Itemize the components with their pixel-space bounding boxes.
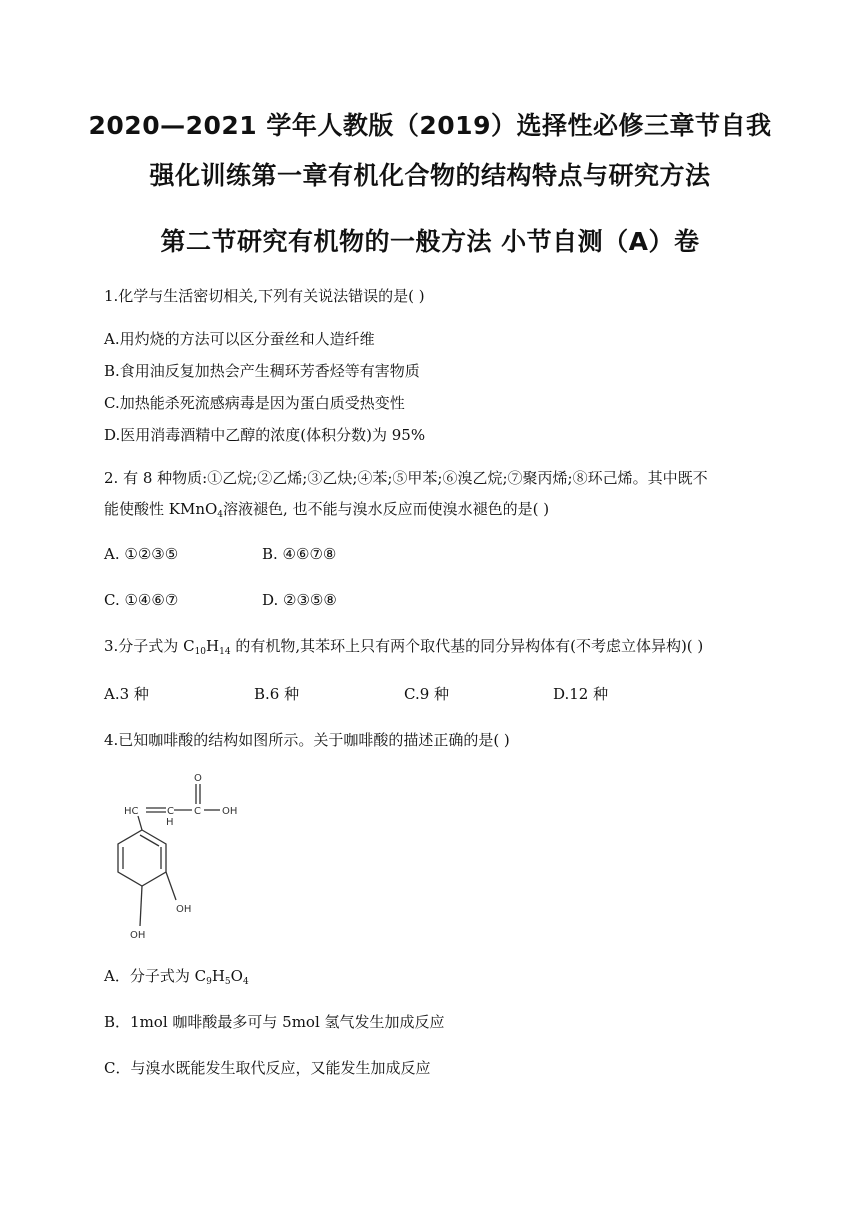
q2-option-b: B. ④⑥⑦⑧ [262, 545, 337, 563]
q2-subscript: 4 [217, 510, 224, 520]
meta-oh-bond [166, 872, 176, 900]
q4-option-c: C．与溴水既能发生取代反应，又能发生加成反应 [104, 1059, 431, 1077]
q4-opt-a-1: A．分子式为 C [104, 967, 207, 985]
acid-oh-label: OH [222, 806, 238, 817]
q3-stem [104, 636, 703, 662]
q4-option-a [104, 966, 249, 992]
para-oh-label: OH [130, 930, 146, 941]
q4-opt-a-2: H [211, 967, 225, 985]
q3-stem-c: 的有机物,其苯环上只有两个取代基的同分异构体有(不考虑立体异构)( ) [230, 637, 704, 655]
q4-opt-a-3: O [230, 967, 243, 985]
cooh-c-label: C [194, 806, 201, 817]
q3-sub-1: 10 [194, 647, 207, 657]
title-line-3: 第二节研究有机物的一般方法 小节自测（A）卷 [160, 227, 700, 256]
title-line-2: 强化训练第一章有机化合物的结构特点与研究方法 [149, 161, 711, 190]
ring-to-chain-bond [138, 816, 142, 830]
q4-opt-a-s2: 5 [224, 977, 231, 987]
ring-double-bond-top [140, 835, 159, 846]
q1-option-d: D.医用消毒酒精中乙醇的浓度(体积分数)为 95% [104, 426, 426, 444]
q3-stem-a: 3.分子式为 C [104, 637, 195, 655]
q3-option-a: A.3 种 [104, 685, 149, 703]
q4-opt-a-s1: 9 [206, 977, 212, 987]
para-oh-bond [140, 886, 142, 926]
q2-stem-line-1: 2. 有 8 种物质:①乙烷;②乙烯;③乙炔;④苯;⑤甲苯;⑥溴乙烷;⑦聚丙烯;⑧环己烯。其中既不 [104, 469, 708, 487]
q2-stem-part-a: 能使酸性 KMnO [104, 500, 218, 518]
q4-opt-a-s3: 4 [242, 977, 249, 987]
q4-option-b: B．1mol 咖啡酸最多可与 5mol 氢气发生加成反应 [104, 1013, 445, 1031]
title-line-1: 2020—2021 学年人教版（2019）选择性必修三章节自我 [88, 111, 772, 140]
q1-option-c: C.加热能杀死流感病毒是因为蛋白质受热变性 [104, 394, 405, 412]
q1-stem: 1.化学与生活密切相关,下列有关说法错误的是( ) [104, 287, 425, 305]
q3-sub-2: 14 [219, 647, 231, 657]
benzene-ring [118, 830, 166, 886]
c-label: C [167, 806, 174, 817]
q4-stem: 4.已知咖啡酸的结构如图所示。关于咖啡酸的描述正确的是( ) [104, 731, 510, 749]
q2-option-d: D. ②③⑤⑧ [262, 591, 337, 609]
q2-stem-part-b: 溶液褪色, 也不能与溴水反应而使溴水褪色的是( ) [223, 500, 550, 518]
carbonyl-o-label: O [194, 773, 202, 784]
q2-option-a: A. ①②③⑤ [104, 545, 179, 563]
hc-label: HC [124, 806, 139, 817]
q3-option-b: B.6 种 [254, 685, 300, 703]
q2-stem-line-2 [104, 499, 549, 525]
h-label: H [166, 817, 174, 828]
q3-stem-b: H [206, 637, 220, 655]
meta-oh-label: OH [176, 904, 192, 915]
caffeic-acid-structure [110, 766, 250, 946]
q1-option-b: B.食用油反复加热会产生稠环芳香烃等有害物质 [104, 362, 420, 380]
q1-option-a: A.用灼烧的方法可以区分蚕丝和人造纤维 [104, 330, 375, 348]
q3-option-c: C.9 种 [404, 685, 450, 703]
q3-option-d: D.12 种 [553, 685, 609, 703]
q2-option-c: C. ①④⑥⑦ [104, 591, 179, 609]
